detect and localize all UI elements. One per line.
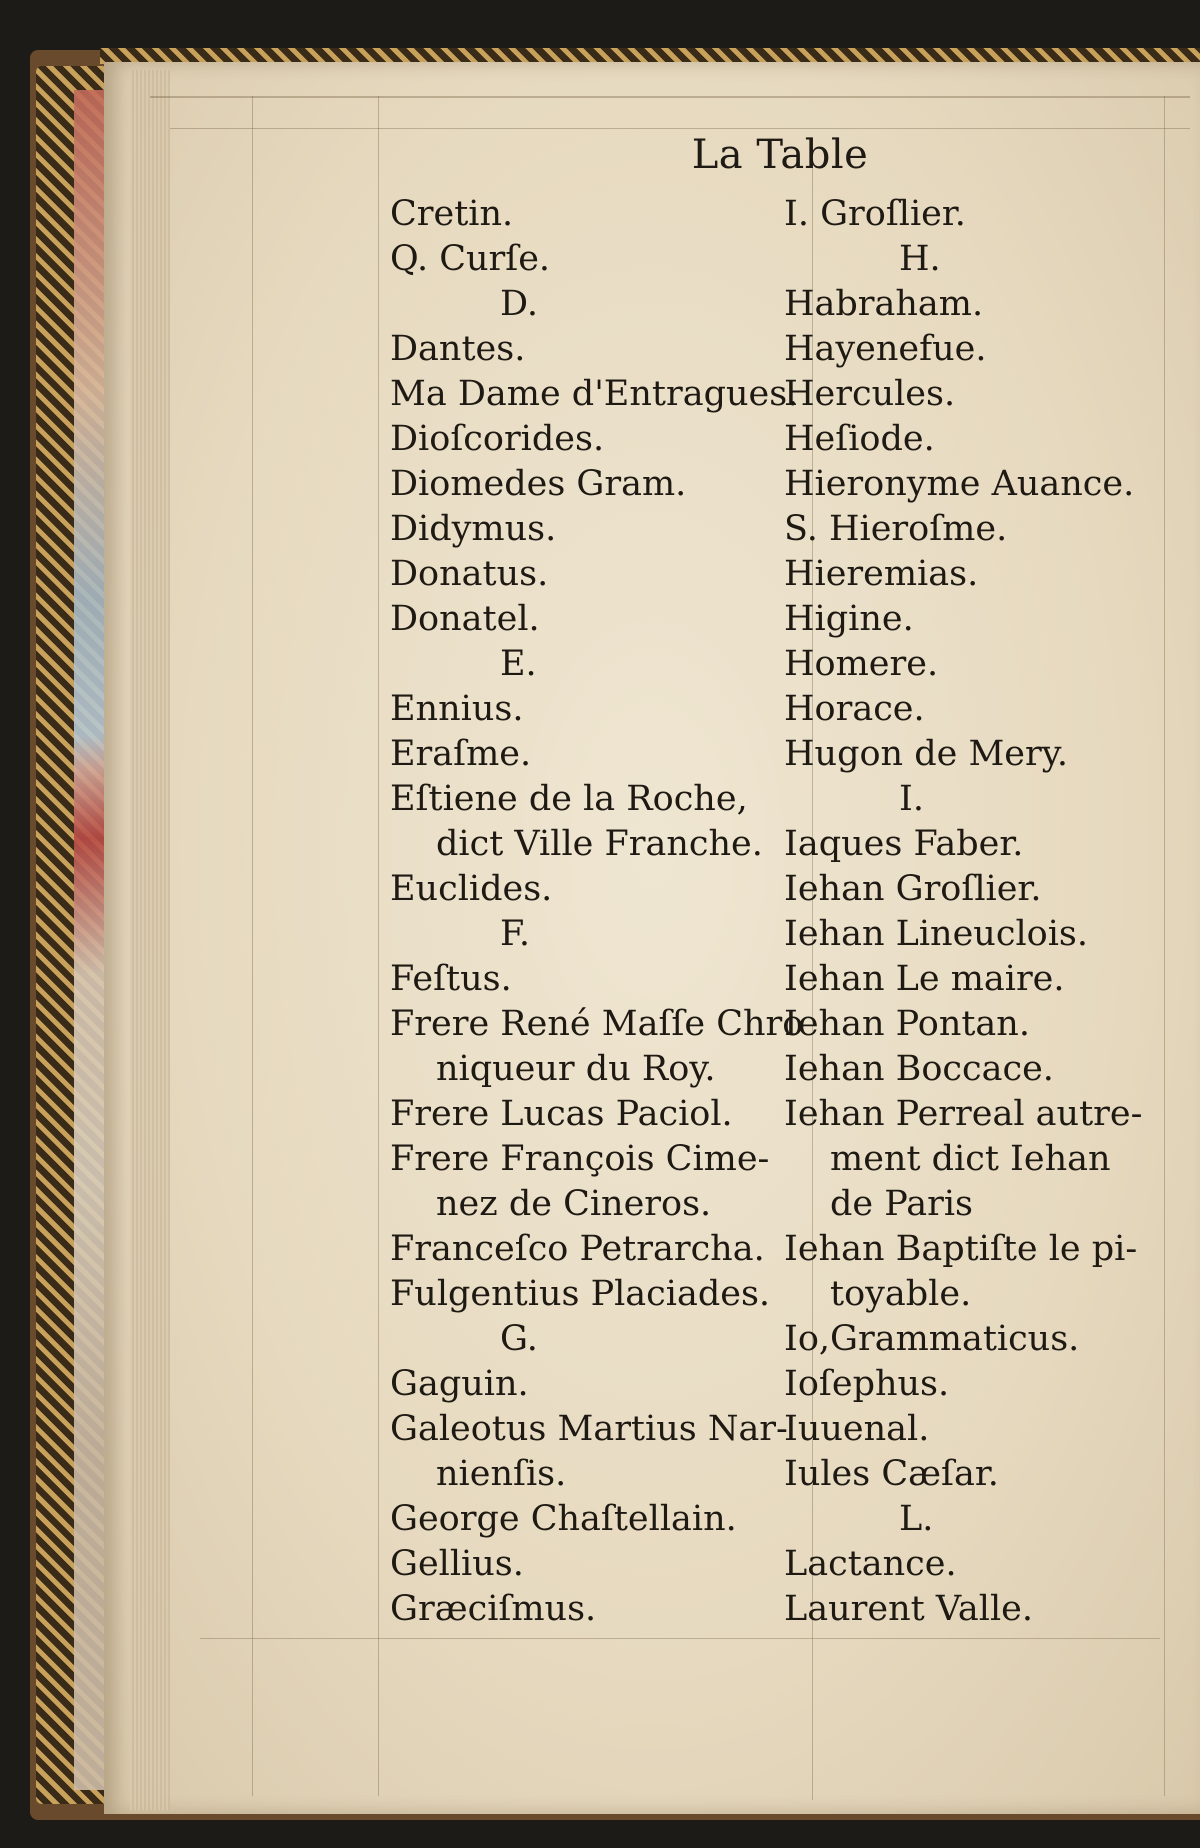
index-entry: I. Groſlier. <box>784 194 966 234</box>
section-letter: D. <box>500 284 538 324</box>
index-entry: Græciſmus. <box>390 1589 597 1629</box>
index-entry: niqueur du Roy. <box>436 1049 716 1089</box>
index-entry: Laurent Valle. <box>784 1589 1033 1629</box>
index-entry: Hieremias. <box>784 554 979 594</box>
index-entry: Iehan Le maire. <box>784 959 1065 999</box>
index-entry: nez de Cineros. <box>436 1184 712 1224</box>
index-entry: Ma Dame d'Entragues. <box>390 374 799 414</box>
index-entry: de Paris <box>830 1184 973 1224</box>
index-entry: Euclides. <box>390 869 553 909</box>
index-entry: Frere François Cime- <box>390 1139 770 1179</box>
index-entry: Dantes. <box>390 329 526 369</box>
section-letter: F. <box>500 914 530 954</box>
index-entry: Dioſcorides. <box>390 419 605 459</box>
index-entry: Higine. <box>784 599 914 639</box>
index-entry: Diomedes Gram. <box>390 464 687 504</box>
index-entry: Eraſme. <box>390 734 532 774</box>
rule-left-outer <box>252 96 253 1796</box>
index-entry: Heſiode. <box>784 419 935 459</box>
index-entry: Io,Grammaticus. <box>784 1319 1080 1359</box>
index-entry: Franceſco Petrarcha. <box>390 1229 765 1269</box>
index-entry: Ioſephus. <box>784 1364 950 1404</box>
index-entry: Horace. <box>784 689 925 729</box>
index-entry: Iehan Groſlier. <box>784 869 1042 909</box>
index-entry: Iuuenal. <box>784 1409 930 1449</box>
index-entry: Feſtus. <box>390 959 512 999</box>
index-entry: Didymus. <box>390 509 557 549</box>
index-entry: Fulgentius Placiades. <box>390 1274 771 1314</box>
rule-left-inner <box>378 96 379 1796</box>
page-title: La Table <box>691 132 869 178</box>
index-entry: Ennius. <box>390 689 524 729</box>
index-entry: George Chaſtellain. <box>390 1499 737 1539</box>
index-entry: Cretin. <box>390 194 514 234</box>
page-edges <box>130 70 170 1810</box>
index-entry: Frere Lucas Paciol. <box>390 1094 733 1134</box>
index-entry: Iules Cæſar. <box>784 1454 999 1494</box>
index-entry: Homere. <box>784 644 939 684</box>
index-entry: Iehan Perreal autre- <box>784 1094 1143 1134</box>
index-entry: dict Ville Franche. <box>436 824 763 864</box>
index-entry: Eſtiene de la Roche, <box>390 779 748 819</box>
index-entry: Habraham. <box>784 284 984 324</box>
section-letter: E. <box>500 644 537 684</box>
index-entry: Iehan Boccace. <box>784 1049 1054 1089</box>
index-entry: Iehan Pontan. <box>784 1004 1030 1044</box>
section-letter: I. <box>899 779 924 819</box>
index-entry: Gellius. <box>390 1544 524 1584</box>
index-entry: Iehan Baptiſte le pi- <box>784 1229 1138 1269</box>
index-column-right <box>784 192 1184 1632</box>
index-entry: Frere René Maſſe Chro <box>390 1004 804 1044</box>
index-entry: Lactance. <box>784 1544 957 1584</box>
index-entry: Q. Curſe. <box>390 239 551 279</box>
index-column-left <box>390 192 810 1632</box>
index-entry: ment dict Iehan <box>830 1139 1111 1179</box>
index-entry: Hayenefue. <box>784 329 987 369</box>
index-entry: toyable. <box>830 1274 972 1314</box>
index-entry: Galeotus Martius Nar- <box>390 1409 788 1449</box>
index-entry: Hugon de Mery. <box>784 734 1068 774</box>
rule-bottom <box>200 1638 1160 1639</box>
index-entry: Iehan Lineuclois. <box>784 914 1088 954</box>
index-entry: Iaques Faber. <box>784 824 1024 864</box>
rule-top <box>150 96 1190 98</box>
index-entry: Gaguin. <box>390 1364 529 1404</box>
rule-header <box>170 128 1190 129</box>
index-entry: S. Hieroſme. <box>784 509 1008 549</box>
section-letter: G. <box>500 1319 538 1359</box>
index-entry: Donatus. <box>390 554 549 594</box>
index-entry: Hieronyme Auance. <box>784 464 1135 504</box>
section-letter: H. <box>899 239 941 279</box>
index-entry: nienſis. <box>436 1454 567 1494</box>
index-entry: Hercules. <box>784 374 956 414</box>
section-letter: L. <box>899 1499 934 1539</box>
index-entry: Donatel. <box>390 599 540 639</box>
